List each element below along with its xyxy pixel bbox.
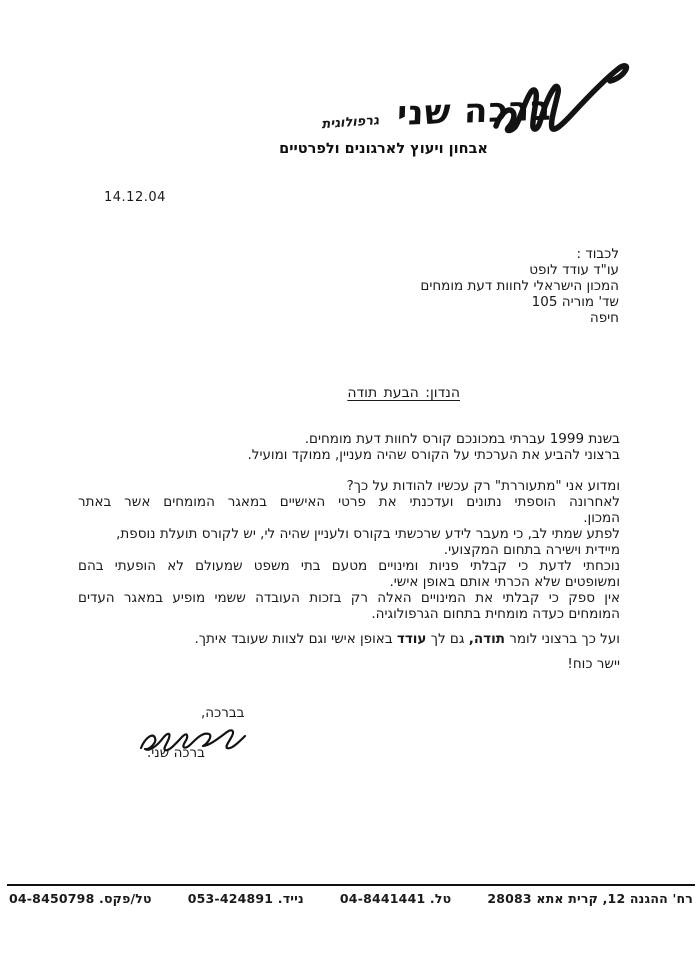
letterhead [0, 0, 700, 180]
body-line: ומדוע אני "מתעוררת" רק עכשיו להודות על כך? [346, 478, 620, 494]
letterhead-tagline: אבחון ויעוץ לארגונים ולפרטיים [279, 141, 488, 157]
recipient-name: עו"ד עודד לופט [529, 262, 619, 278]
thanks-bold-name: עודד [396, 631, 427, 647]
signature-typed-name: ברכה שני. [147, 745, 205, 761]
body-line: ומשופטים שלא הכרתי אותם באופן אישי. [389, 574, 620, 590]
body-line: נוכחתי לדעת כי קבלתי פניות ומינויים מטעם בתי משפט שמעולם לא הופעתי בהם [78, 558, 620, 574]
letterhead-profession: גרפולוגית [321, 113, 380, 133]
thanks-bold-word: תודה, [468, 631, 505, 647]
recipient-street: שד' מוריה 105 [531, 294, 619, 310]
footer-telfax: טל/פקס. 04-8450798 [9, 891, 152, 906]
letter-date: 14.12.04 [104, 190, 166, 205]
thanks-pre: ועל כך ברצוני לומר [504, 631, 620, 647]
closing-exclamation: יישר כוח! [567, 656, 620, 672]
footer-contact [9, 891, 693, 906]
recipient-organization: המכון הישראלי לחוות דעת מומחים [420, 278, 619, 294]
body-line: אין ספק כי קבלתי את המינויים האלה רק בזכות העובדה ששמי מופיע במאגר העדים [78, 590, 620, 606]
body-line: ברצוני להביע את הערכתי על הקורס שהיה מעניין, ממוקד ומועיל. [247, 447, 620, 463]
footer-divider [7, 884, 695, 886]
thanks-mid: גם לך [426, 631, 469, 647]
body-line: לפתע שמתי לב, כי מעבר לידע שרכשתי בקורס ולעניין שהיה לי, יש לקורס תועלת נוספת, [116, 526, 620, 542]
recipient-salutation: לכבוד : [576, 246, 619, 262]
thanks-line [78, 631, 620, 647]
body-line: המכון. [583, 510, 620, 526]
subject-line: הנדון: הבעת תודה [347, 385, 460, 401]
body-line: בשנת 1999 עברתי במכונכם קורס לחוות דעת מומחים. [304, 431, 620, 447]
thanks-post: באופן אישי וגם לצוות שעובד איתך. [194, 631, 397, 647]
recipient-block [420, 246, 619, 326]
footer-telephone: טל. 04-8441441 [339, 891, 452, 906]
body-line: לאחרונה הוספתי נתונים ועדכנתי את פרטי האישיים במאגר המומחים אשר באתר [78, 494, 620, 510]
footer-address: רח' ההגנה 12, קרית אתא 28083 [487, 891, 693, 906]
recipient-city: חיפה [589, 310, 619, 326]
body-line: מיידית וישירה בתחום המקצועי. [443, 542, 620, 558]
signature-block [133, 705, 258, 765]
letter-body [78, 431, 620, 672]
signature-greeting: בברכה, [201, 705, 245, 721]
letterhead-name: ברכה שני [396, 88, 553, 134]
body-line: המומחים כעדה מומחית בתחום הגרפולוגיה. [371, 606, 620, 622]
footer-mobile: נייד. 053-424891 [187, 891, 304, 906]
